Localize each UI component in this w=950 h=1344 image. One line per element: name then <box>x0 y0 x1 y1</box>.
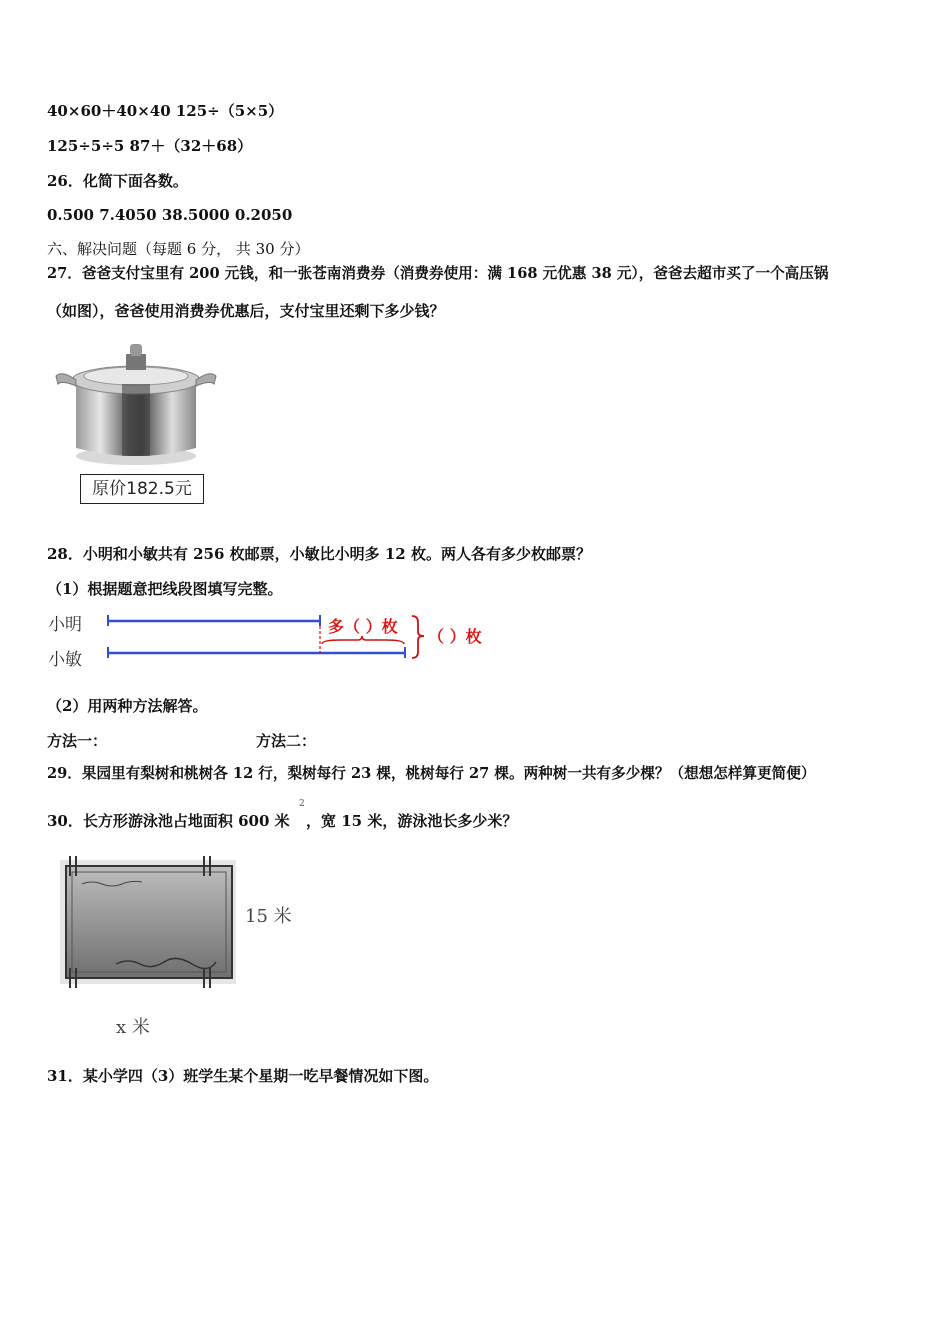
question-30-part1: 30．长方形游泳池占地面积 600 米 <box>47 812 290 830</box>
question-27-line1: 27．爸爸支付宝里有 200 元钱，和一张苍南消费券（消费券使用：满 168 元优惠 38 元），爸爸去超市买了一个高压锅 <box>47 265 829 282</box>
question-27-line2: （如图），爸爸使用消费券优惠后，支付宝里还剩下多少钱？ <box>47 302 445 320</box>
method-one: 方法一： <box>47 732 108 750</box>
question-31: 31．某小学四（3）班学生某个星期一吃早餐情况如下图。 <box>47 1067 439 1085</box>
question-29: 29．果园里有梨树和桃树各 12 行，梨树每行 23 棵，桃树每行 27 棵。两种树一共有多少棵？（想想怎样算更简便） <box>47 765 816 782</box>
pool-length-label: x 米 <box>116 1017 150 1038</box>
pool-image <box>56 852 242 992</box>
line-arith-2: 125÷5÷5 87＋（32＋68） <box>47 137 253 155</box>
question-28-part1: （1）根据题意把线段图填写完整。 <box>47 580 283 598</box>
segment-label-xiaomin: 小敏 <box>48 650 82 670</box>
more-brace <box>322 636 404 644</box>
section-6-heading: 六、解决问题（每题 6 分， 共 30 分） <box>47 240 310 258</box>
pool-width-label: 15 米 <box>245 906 292 927</box>
total-count-label: （ ）枚 <box>428 627 482 646</box>
question-26: 26．化简下面各数。 <box>47 172 188 190</box>
question-30-part2: ，宽 15 米，游泳池长多少米？ <box>306 812 518 830</box>
method-two: 方法二： <box>256 732 317 750</box>
price-tag: 原价182.5元 <box>80 474 204 504</box>
question-28-part2: （2）用两种方法解答。 <box>47 697 208 715</box>
segment-label-xiaoming: 小明 <box>48 615 82 635</box>
question-28: 28．小明和小敏共有 256 枚邮票，小敏比小明多 12 枚。两人各有多少枚邮票？ <box>47 545 591 563</box>
total-brace <box>412 616 424 658</box>
pressure-cooker-image <box>52 340 220 468</box>
question-30-superscript: 2 <box>299 799 305 809</box>
line-arith-1: 40×60＋40×40 125÷（5×5） <box>47 102 284 120</box>
question-26-numbers: 0.500 7.4050 38.5000 0.2050 <box>47 206 293 224</box>
more-count-label: 多（ ）枚 <box>328 617 398 636</box>
